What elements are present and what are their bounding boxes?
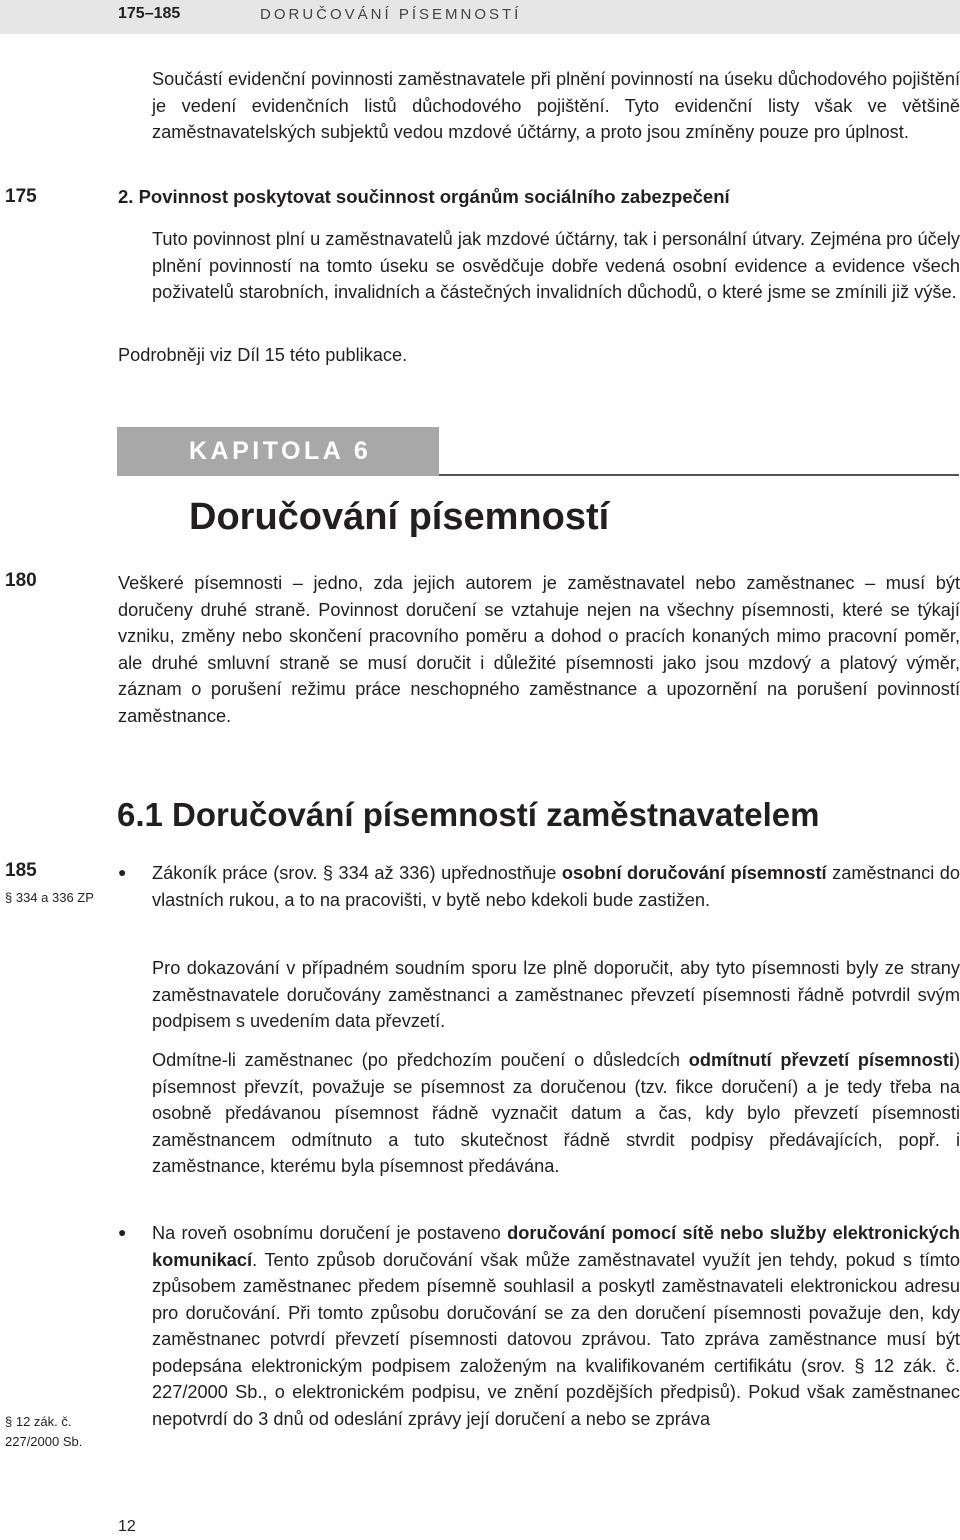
refusal-text-post: ) písemnost převzít, považuje se písemnost za doručenou (tzv. fikce doručení) a je tedy třeba na osobně předávanou písemnost řádně vyznačit datum a čas, kdy bylo převzetí písemnosti zaměstnancem odmítnuto a tuto skutečnost řádně stvrdit podpisy předávajících, popř. i zaměstnance, kterému byla písemnost předávána.: [152, 1050, 960, 1176]
bullet-1-text-pre: Zákoník práce (srov. § 334 až 336) upřednostňuje: [152, 863, 562, 883]
margin-reference-zak-line2: 227/2000 Sb.: [5, 1434, 83, 1449]
section-heading-2: 2. Povinnost poskytovat součinnost orgánům sociálního zabezpečení: [118, 186, 730, 207]
section-175-reference: Podrobněji viz Díl 15 této publikace.: [118, 345, 408, 365]
page-number: 12: [118, 1518, 136, 1535]
refusal-text-bold: odmítnutí převzetí písemnosti: [688, 1050, 954, 1070]
intro-paragraph: Součástí evidenční povinnosti zaměstnavatele při plnění povinností na úseku důchodového pojištění je vedení evidenčních listů důchodového pojištění. Tyto evidenční listy však ve většině zaměstnavatelských subjektů vedou mzdové účtárny, a proto jsou zmíněny pouze pro úplnost.: [152, 69, 960, 142]
section-175-paragraph: Tuto povinnost plní u zaměstnavatelů jak mzdové účtárny, tak i personální útvary. Zejména pro účely plnění povinností na tomto úseku se osvědčuje dobře vedená osobní evidence a evidence všech poživatelů starobních, invalidních a částečných invalidních důchodů, o které jsme se zmínili již výše.: [152, 229, 960, 302]
bullet-2-text-bold: doručování pomocí sítě nebo služby elektronických komunikací: [152, 1223, 960, 1270]
refusal-text-pre: Odmítne-li zaměstnanec (po předchozím poučení o důsledcích: [152, 1050, 689, 1070]
bullet-icon: ●: [118, 1224, 127, 1240]
bullet-2-text-pre: Na roveň osobnímu doručení je postaveno: [152, 1223, 508, 1243]
chapter-title: Doručování písemností: [189, 496, 610, 538]
header-chapter-title: DORUČOVÁNÍ PÍSEMNOSTÍ: [260, 6, 522, 23]
bullet-icon: ●: [118, 864, 127, 880]
bullet-1-text-post: zaměstnanci do vlastních rukou, a to na pracovišti, v bytě nebo kdekoli bude zastižen.: [152, 863, 960, 910]
margin-reference-zp: § 334 a 336 ZP: [5, 890, 94, 905]
bullet-2-text-post: . Tento způsob doručování však může zaměstnavatel využít jen tehdy, pokud s tímto způsobem zaměstnanec předem písemně souhlasil a poskytl zaměstnavateli elektronickou adresu pro doručování. Při tomto způsobu doručování se za den doručení písemnosti považuje den, kdy zaměstnanec potvrdí převzetí písemnosti datovou zprávou. Tato zpráva zaměstnance musí být podepsána elektronickým podpisem založeným na kvalifikovaném certifikátu (srov. § 12 zák. č. 227/2000 Sb., o elektronickém podpisu, ve znění pozdějších předpisů). Pokud však zaměstnanec nepotvrdí do 3 dnů od odeslání zprávy její doručení a nebo se zpráva: [152, 1249, 960, 1429]
margin-reference-zak-line1: § 12 zák. č.: [5, 1414, 72, 1429]
bullet-paragraph-2: [152, 1220, 960, 1432]
chapter-rule: [439, 474, 959, 476]
paragraph-proof: Pro dokazování v případném soudním sporu lze plně doporučit, aby tyto písemnosti byly ze strany zaměstnavatele doručovány zaměstnanci a zaměstnanec převzetí písemnosti řádně potvrdil svým podpisem s uvedením data převzetí.: [152, 958, 960, 1031]
section-180-paragraph: Veškeré písemnosti – jedno, zda jejich autorem je zaměstnavatel nebo zaměstnanec – musí být doručeny druhé straně. Povinnost doručení se vztahuje nejen na všechny písemnosti, které se týkají vzniku, změny nebo skončení pracovního poměru a dohod o pracích konaných mimo pracovní poměr, ale druhé smluvní straně se musí doručit i důležité písemnosti jako jsou mzdový a platový výměr, záznam o porušení režimu práce neschopného zaměstnance a upozornění na porušení povinností zaměstnance.: [118, 573, 960, 726]
margin-number-185: 185: [5, 860, 37, 881]
margin-number-175: 175: [5, 186, 37, 207]
section-heading-6-1: 6.1 Doručování písemností zaměstnavatelem: [117, 796, 820, 833]
chapter-label: KAPITOLA 6: [189, 437, 372, 465]
bullet-paragraph-1: [152, 860, 960, 913]
margin-number-180: 180: [5, 570, 37, 591]
paragraph-refusal: [152, 1047, 960, 1180]
header-margin-range: 175–185: [118, 5, 181, 22]
bullet-1-text-bold: osobní doručování písemností: [561, 863, 827, 883]
